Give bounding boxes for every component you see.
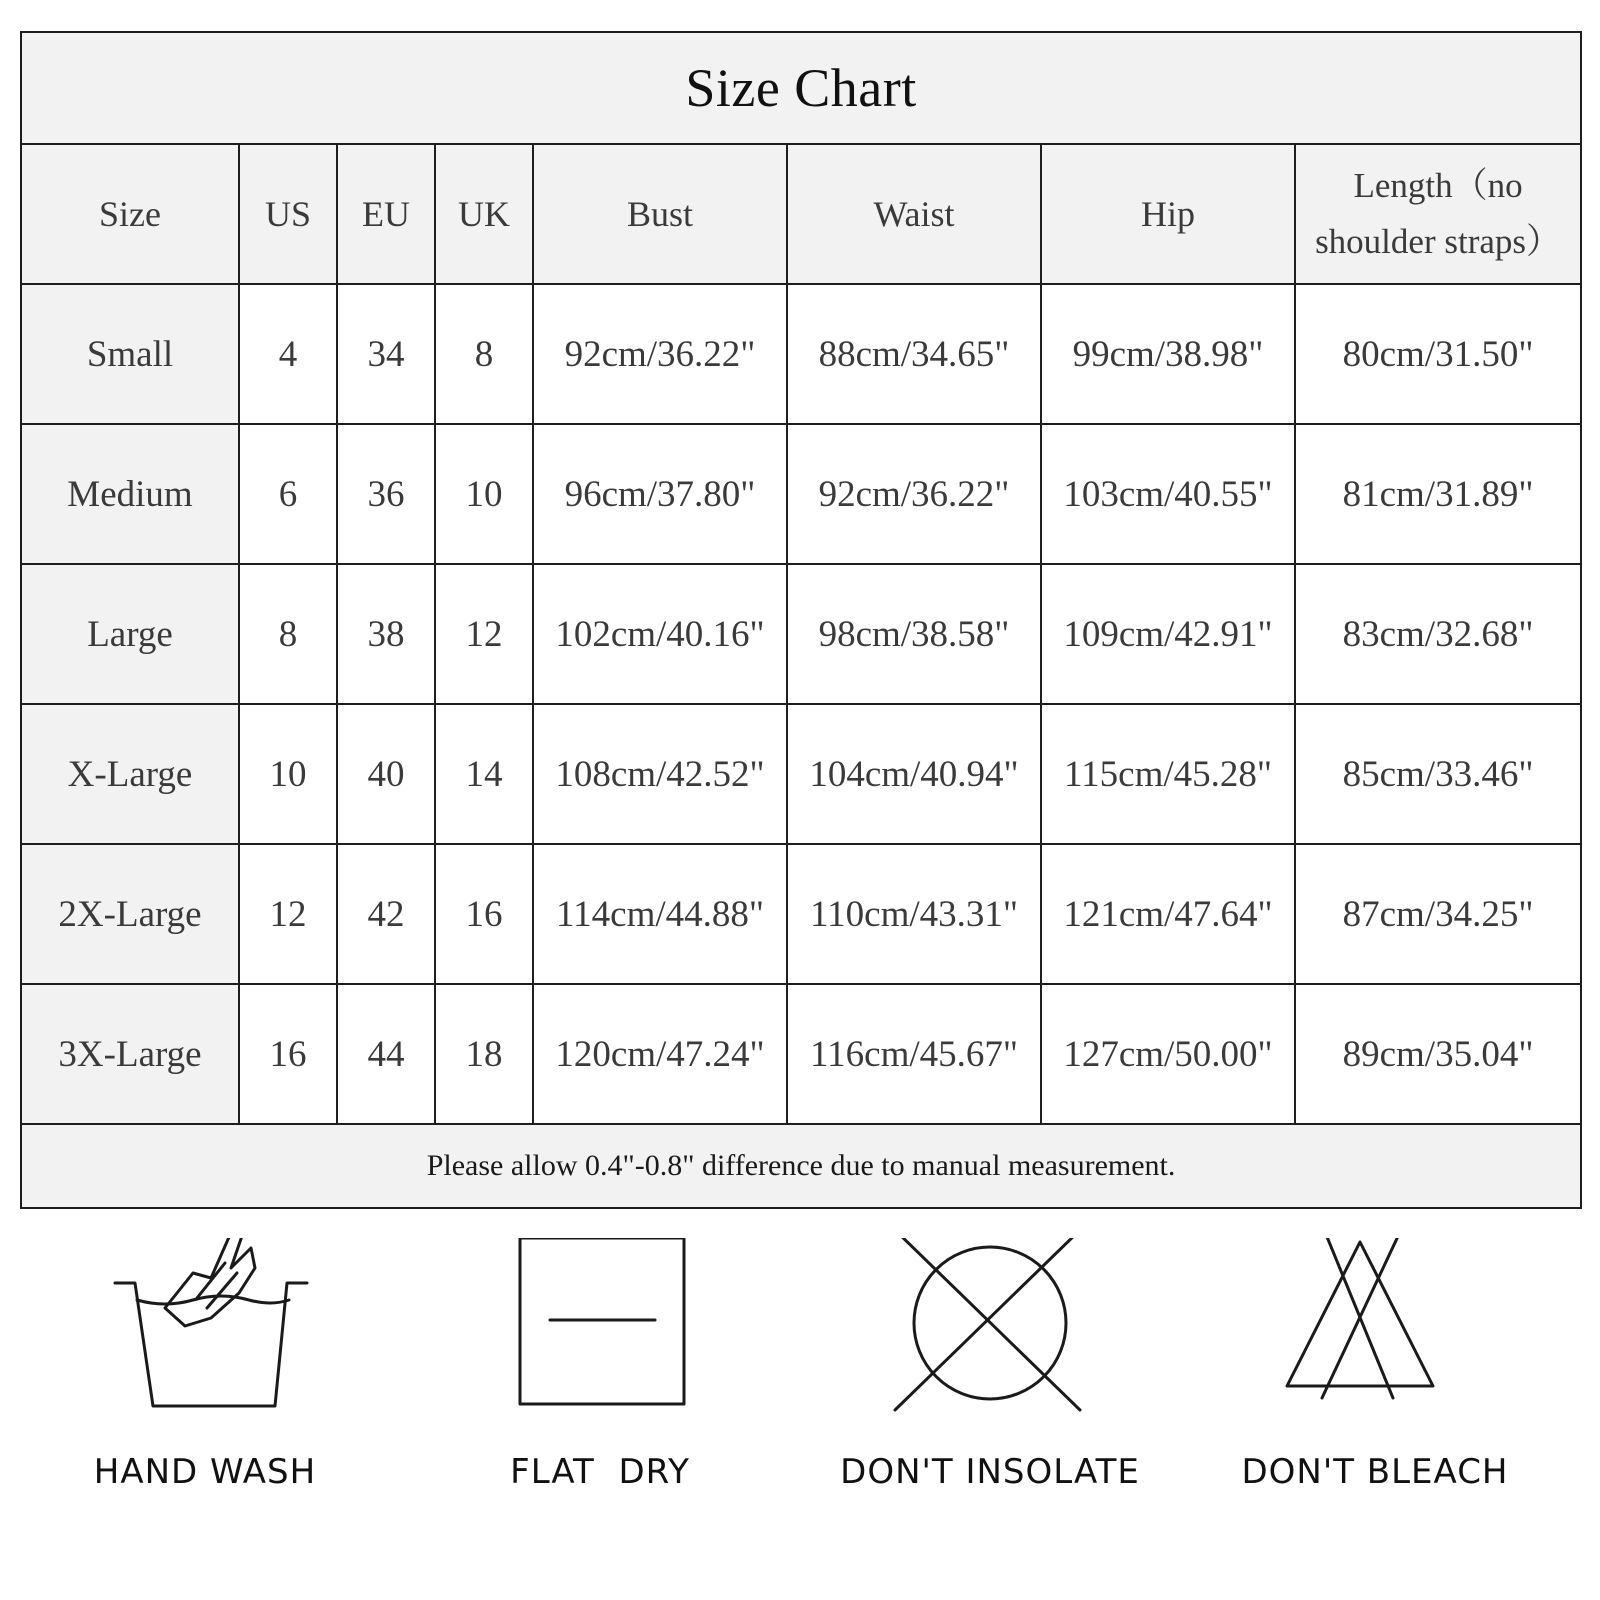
header-uk: UK	[435, 144, 533, 284]
bust-cell: 102cm/40.16"	[533, 564, 787, 704]
waist-cell: 88cm/34.65"	[787, 284, 1041, 424]
length-cell: 83cm/32.68"	[1295, 564, 1581, 704]
flat-dry-icon	[420, 1238, 780, 1438]
table-row	[21, 844, 1581, 984]
eu-cell: 38	[337, 564, 435, 704]
table-row	[21, 704, 1581, 844]
size-cell: X-Large	[21, 704, 239, 844]
measurement-note: Please allow 0.4"-0.8" difference due to manual measurement.	[21, 1124, 1581, 1208]
care-dont-insolate	[810, 1238, 1170, 1538]
bust-cell: 114cm/44.88"	[533, 844, 787, 984]
eu-cell: 44	[337, 984, 435, 1124]
bust-cell: 120cm/47.24"	[533, 984, 787, 1124]
waist-cell: 116cm/45.67"	[787, 984, 1041, 1124]
header-length-line2: shoulder straps）	[1315, 222, 1562, 261]
uk-cell: 16	[435, 844, 533, 984]
care-label: DON'T BLEACH	[1241, 1452, 1509, 1492]
hip-cell: 109cm/42.91"	[1041, 564, 1295, 704]
us-cell: 8	[239, 564, 337, 704]
header-length	[1295, 144, 1581, 284]
header-hip: Hip	[1041, 144, 1295, 284]
size-chart-table	[20, 31, 1582, 1209]
care-label: DON'T INSOLATE	[840, 1452, 1140, 1492]
uk-cell: 14	[435, 704, 533, 844]
length-cell: 80cm/31.50"	[1295, 284, 1581, 424]
hand-wash-icon	[25, 1238, 385, 1438]
table-row	[21, 984, 1581, 1124]
us-cell: 4	[239, 284, 337, 424]
header-size: Size	[21, 144, 239, 284]
hip-cell: 121cm/47.64"	[1041, 844, 1295, 984]
table-row	[21, 564, 1581, 704]
dont-insolate-icon	[810, 1238, 1170, 1438]
size-cell: 3X-Large	[21, 984, 239, 1124]
header-us: US	[239, 144, 337, 284]
uk-cell: 8	[435, 284, 533, 424]
hip-cell: 99cm/38.98"	[1041, 284, 1295, 424]
hip-cell: 127cm/50.00"	[1041, 984, 1295, 1124]
bust-cell: 108cm/42.52"	[533, 704, 787, 844]
table-row	[21, 284, 1581, 424]
length-cell: 81cm/31.89"	[1295, 424, 1581, 564]
size-cell: Medium	[21, 424, 239, 564]
header-length-line1: Length（no	[1353, 166, 1523, 205]
dont-bleach-icon	[1195, 1238, 1555, 1438]
waist-cell: 98cm/38.58"	[787, 564, 1041, 704]
us-cell: 6	[239, 424, 337, 564]
header-waist: Waist	[787, 144, 1041, 284]
size-cell: Small	[21, 284, 239, 424]
eu-cell: 34	[337, 284, 435, 424]
cross-line	[1322, 1238, 1400, 1398]
length-cell: 87cm/34.25"	[1295, 844, 1581, 984]
waist-cell: 104cm/40.94"	[787, 704, 1041, 844]
chart-title: Size Chart	[21, 32, 1581, 144]
bust-cell: 92cm/36.22"	[533, 284, 787, 424]
header-row	[21, 144, 1581, 284]
care-label: FLAT DRY	[510, 1452, 690, 1492]
uk-cell: 12	[435, 564, 533, 704]
us-cell: 16	[239, 984, 337, 1124]
care-hand-wash	[25, 1238, 385, 1538]
hip-cell: 115cm/45.28"	[1041, 704, 1295, 844]
length-cell: 89cm/35.04"	[1295, 984, 1581, 1124]
uk-cell: 10	[435, 424, 533, 564]
eu-cell: 40	[337, 704, 435, 844]
care-dont-bleach	[1195, 1238, 1555, 1538]
us-cell: 10	[239, 704, 337, 844]
waist-cell: 110cm/43.31"	[787, 844, 1041, 984]
eu-cell: 42	[337, 844, 435, 984]
eu-cell: 36	[337, 424, 435, 564]
size-cell: Large	[21, 564, 239, 704]
bust-cell: 96cm/37.80"	[533, 424, 787, 564]
us-cell: 12	[239, 844, 337, 984]
hip-cell: 103cm/40.55"	[1041, 424, 1295, 564]
size-cell: 2X-Large	[21, 844, 239, 984]
care-label: HAND WASH	[93, 1452, 317, 1492]
care-flat-dry	[420, 1238, 780, 1538]
waist-cell: 92cm/36.22"	[787, 424, 1041, 564]
header-bust: Bust	[533, 144, 787, 284]
header-eu: EU	[337, 144, 435, 284]
table-row	[21, 424, 1581, 564]
length-cell: 85cm/33.46"	[1295, 704, 1581, 844]
uk-cell: 18	[435, 984, 533, 1124]
